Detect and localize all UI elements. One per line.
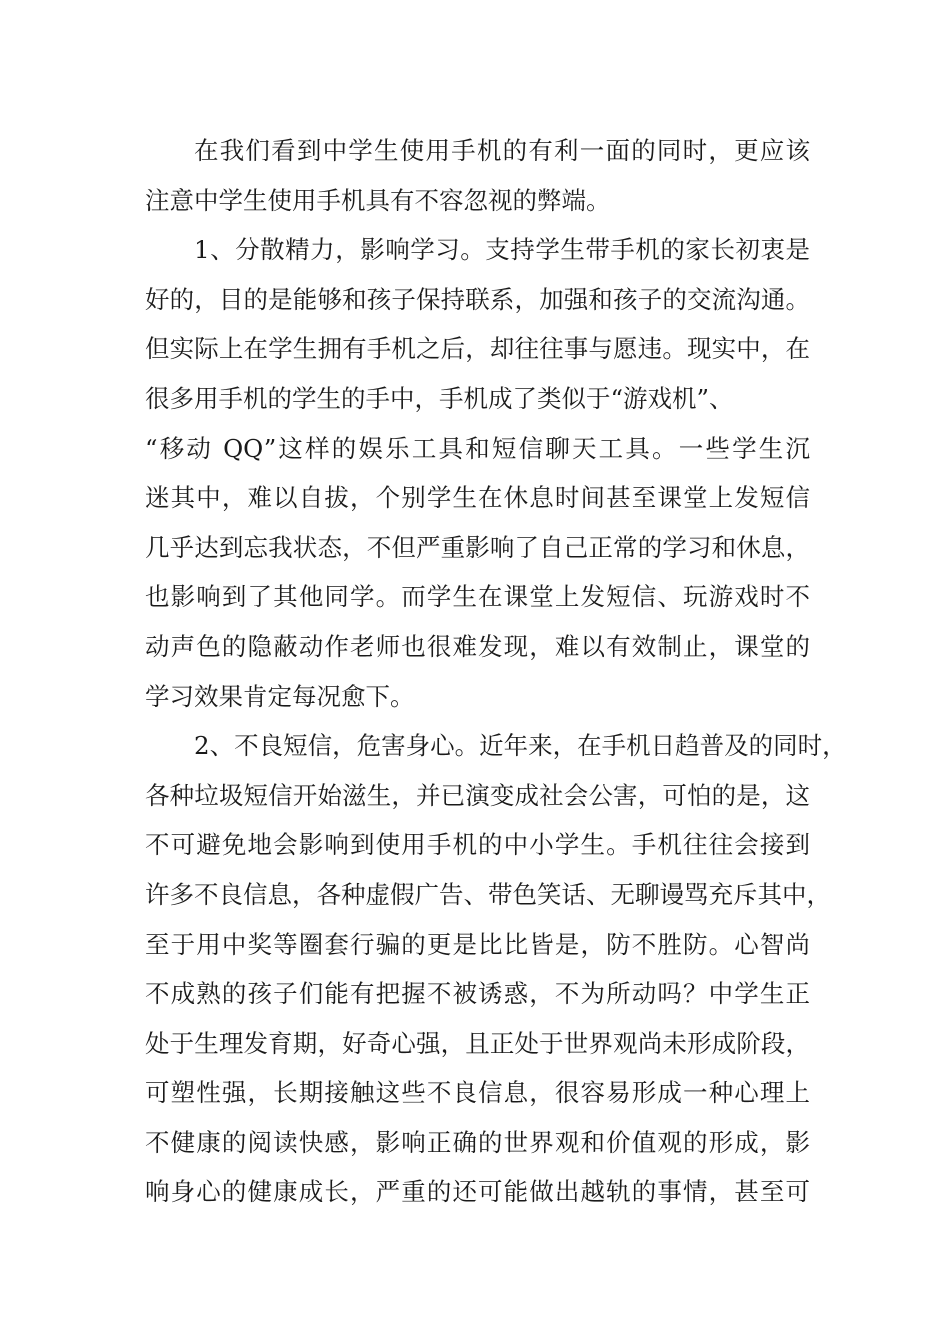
text-line: 许多不良信息，各种虚假广告、带色笑话、无聊谩骂充斥其中， [145,879,831,909]
text-line: 2、不良短信，危害身心。近年来，在手机日趋普及的同时， [194,731,847,761]
text-line: 至于用中奖等圈套行骗的更是比比皆是，防不胜防。心智尚 [145,929,810,959]
body-text [145,126,847,1217]
text-line: 在我们看到中学生使用手机的有利一面的同时，更应该 [194,136,810,165]
paragraph-intro [145,126,810,225]
text-line: 很多用手机的学生的手中，手机成了类似于“游戏机”、 [145,383,734,413]
text-line: 不可避免地会影响到使用手机的中小学生。手机往往会接到 [145,830,810,860]
text-line: 学习效果肯定每况愈下。 [145,681,415,711]
paragraph-point-1 [145,225,810,721]
text-line: 但实际上在学生拥有手机之后，却往往事与愿违。现实中，在 [145,334,810,364]
text-line: 也影响到了其他同学。而学生在课堂上发短信、玩游戏时不 [145,582,810,612]
text-line: 处于生理发育期，好奇心强，且正处于世界观尚未形成阶段， [145,1028,810,1058]
text-line: 不成熟的孩子们能有把握不被诱惑，不为所动吗？中学生正 [145,979,810,1009]
text-line: 几乎达到忘我状态，不但严重影响了自己正常的学习和休息， [145,532,810,562]
text-line: 迷其中，难以自拔，个别学生在休息时间甚至课堂上发短信 [145,483,810,513]
text-line: 各种垃圾短信开始滋生，并已演变成社会公害，可怕的是，这 [145,780,810,810]
text-line: 1、分散精力，影响学习。支持学生带手机的家长初衷是 [194,235,810,265]
text-line: “移动 QQ”这样的娱乐工具和短信聊天工具。一些学生沉 [145,433,810,463]
text-line: 注意中学生使用手机具有不容忽视的弊端。 [145,185,611,215]
text-line: 动声色的隐蔽动作老师也很难发现，难以有效制止，课堂的 [145,631,810,661]
paragraph-point-2 [145,721,847,1217]
text-line: 响身心的健康成长，严重的还可能做出越轨的事情，甚至可 [145,1177,810,1207]
text-line: 可塑性强，长期接触这些不良信息，很容易形成一种心理上 [145,1078,810,1108]
text-line: 好的，目的是能够和孩子保持联系，加强和孩子的交流沟通。 [145,284,810,314]
text-line: 不健康的阅读快感，影响正确的世界观和价值观的形成，影 [145,1127,810,1157]
